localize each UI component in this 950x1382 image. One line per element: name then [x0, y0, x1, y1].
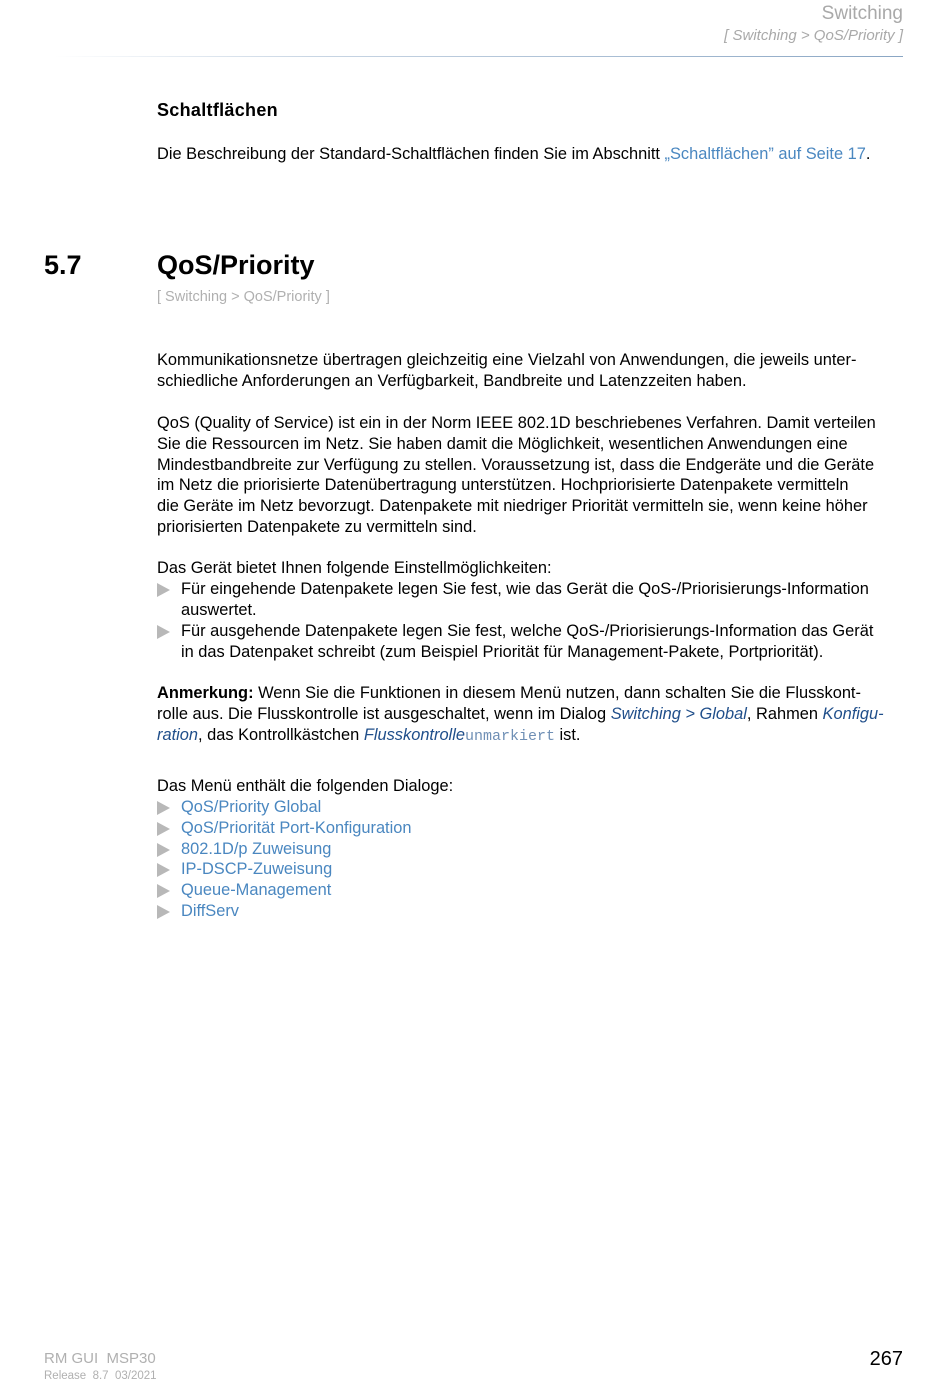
- page-number: 267: [869, 1348, 903, 1370]
- bullet-triangle-icon: [157, 843, 170, 857]
- bullet-triangle-icon: [157, 801, 170, 815]
- note-text: , das Kontrollkästchen: [198, 725, 364, 744]
- dialog-list-item: [157, 839, 901, 860]
- buttons-page-link[interactable]: „Schaltflächen” auf Seite 17: [664, 145, 866, 163]
- bullet-triangle-icon: [157, 625, 170, 639]
- footer-release: Release 8.7 03/2021: [44, 1370, 157, 1382]
- note-text: Wenn Sie die Funktionen in diesem Menü nutzen, dann schalten Sie die Flusskont-: [253, 684, 861, 702]
- switching-global-link[interactable]: Switching > Global: [610, 704, 747, 723]
- dialog-list-item: [157, 859, 901, 880]
- option-text: Für ausgehende Datenpakete legen Sie fest, welche QoS-/Priorisierungs-Information das Gerät: [181, 622, 874, 640]
- dialog-link-diffserv[interactable]: DiffServ: [181, 902, 239, 920]
- option-text: auswertet.: [181, 600, 257, 619]
- bullet-triangle-icon: [157, 905, 170, 919]
- section-number: 5.7: [44, 250, 82, 280]
- section-breadcrumb: [ Switching > QoS/Priority ]: [157, 289, 330, 305]
- flusskontrolle-link[interactable]: Flusskontrolle: [363, 725, 465, 744]
- konfiguration-link[interactable]: Konfigu-: [822, 704, 884, 723]
- checkbox-state: unmarkiert: [464, 727, 555, 745]
- bullet-triangle-icon: [157, 822, 170, 836]
- dialog-list-item: [157, 901, 901, 922]
- dialog-link-ip-dscp[interactable]: IP-DSCP-Zuweisung: [181, 860, 333, 878]
- intro-paragraph: [157, 350, 856, 392]
- dialog-link-port-konfiguration[interactable]: QoS/Priorität Port-Konfiguration: [181, 819, 412, 837]
- note-paragraph: [157, 683, 884, 747]
- note-text: , Rahmen: [746, 704, 823, 723]
- header-breadcrumb: [ Switching > QoS/Priority ]: [724, 27, 903, 44]
- qos-line: QoS (Quality of Service) ist ein in der Norm IEEE 802.1D beschriebenes Verfahren. Damit verteilen: [157, 414, 876, 432]
- qos-line: Sie die Ressourcen im Netz. Sie haben damit die Möglichkeit, wesentlichen Anwendungen eine: [157, 434, 848, 453]
- bullet-triangle-icon: [157, 863, 170, 877]
- header-title: Switching: [821, 3, 903, 24]
- buttons-text: Die Beschreibung der Standard-Schaltflächen finden Sie im Abschnitt: [157, 145, 665, 163]
- qos-paragraph: [157, 413, 876, 538]
- intro-line: schiedliche Anforderungen an Verfügbarkeit, Bandbreite und Latenzzeiten haben.: [157, 371, 747, 390]
- buttons-text-end: .: [865, 145, 871, 163]
- note-label: Anmerkung:: [157, 684, 254, 702]
- bullet-triangle-icon: [157, 583, 170, 597]
- dialog-link-qos-priority-global[interactable]: QoS/Priority Global: [181, 798, 322, 816]
- footer-doc-title: RM GUI MSP30: [44, 1350, 156, 1367]
- note-text: rolle aus. Die Flusskontrolle ist ausgeschaltet, wenn im Dialog: [157, 704, 611, 723]
- option-text: in das Datenpaket schreibt (zum Beispiel Priorität für Management-Pakete, Portpriorität).: [181, 642, 824, 661]
- buttons-heading: Schaltflächen: [157, 100, 278, 120]
- header-divider: [55, 56, 903, 57]
- qos-line: im Netz die priorisierte Datenübertragung unterstützen. Hochpriorisierte Datenpakete vermitteln: [157, 476, 849, 495]
- section-title: QoS/Priority: [157, 250, 315, 280]
- option-item: [157, 621, 901, 663]
- dialog-list-item: [157, 797, 901, 818]
- dialog-link-8021dp[interactable]: 802.1D/p Zuweisung: [181, 840, 332, 858]
- buttons-paragraph: [157, 144, 870, 165]
- note-text: ist.: [554, 725, 581, 744]
- bullet-triangle-icon: [157, 884, 170, 898]
- qos-line: Mindestbandbreite zur Verfügung zu stellen. Voraussetzung ist, dass die Endgeräte und die Geräte: [157, 455, 875, 474]
- intro-line: Kommunikationsnetze übertragen gleichzeitig eine Vielzahl von Anwendungen, die jeweils unter-: [157, 351, 857, 369]
- option-item: [157, 579, 901, 621]
- qos-line: die Geräte im Netz bevorzugt. Datenpakete mit niedriger Priorität vermitteln sie, wenn keine höher: [157, 497, 868, 516]
- options-intro: Das Gerät bietet Ihnen folgende Einstellmöglichkeiten:: [157, 559, 552, 577]
- dialog-link-queue-management[interactable]: Queue-Management: [181, 881, 332, 899]
- dialog-list-item: [157, 818, 901, 839]
- qos-line: priorisierten Datenpakete zu vermitteln sind.: [157, 517, 477, 536]
- dialogs-intro: Das Menü enthält die folgenden Dialoge:: [157, 777, 454, 795]
- option-text: Für eingehende Datenpakete legen Sie fest, wie das Gerät die QoS-/Priorisierungs-Information: [181, 580, 869, 598]
- dialog-list-item: [157, 880, 901, 901]
- konfiguration-link[interactable]: ration: [157, 725, 199, 744]
